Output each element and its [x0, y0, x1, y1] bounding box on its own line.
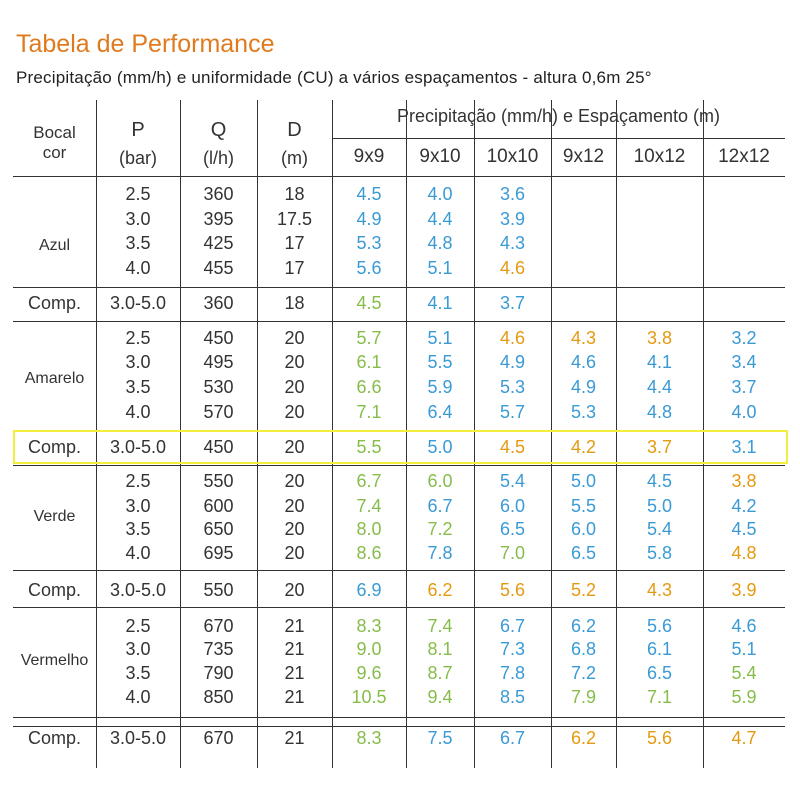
- precip-value: 5.8: [646, 543, 673, 563]
- comp-precip-value: 6.2: [570, 728, 597, 748]
- precip-value: 5.3: [499, 377, 526, 397]
- comp-label: Comp.: [27, 728, 81, 748]
- flow-value: 650: [203, 519, 234, 539]
- precip-value: 4.5: [646, 471, 673, 491]
- flow-value: 550: [203, 471, 234, 491]
- precip-value: 10.5: [351, 687, 387, 707]
- pressure-value: 2.5: [125, 328, 151, 348]
- row-divider: [13, 287, 785, 288]
- header-divider: [332, 138, 785, 139]
- comp-precip-value: 3.7: [499, 293, 526, 313]
- comp-label: Comp.: [27, 437, 81, 457]
- flow-value: 495: [203, 352, 234, 372]
- pressure-value: 2.5: [125, 616, 151, 636]
- precip-value: 4.5: [356, 184, 382, 204]
- comp-diameter: 21: [284, 728, 305, 748]
- precip-value: 8.6: [356, 543, 382, 563]
- precip-value: 4.2: [731, 496, 757, 516]
- row-divider: [13, 607, 785, 608]
- diameter-value: 21: [284, 639, 305, 659]
- precip-value: 6.2: [570, 616, 597, 636]
- precip-value: 6.5: [499, 519, 526, 539]
- diameter-value: 17.5: [276, 209, 313, 229]
- precip-value: 7.8: [427, 543, 453, 563]
- precip-value: 4.6: [570, 352, 597, 372]
- header-p: P: [131, 119, 145, 141]
- diameter-value: 17: [284, 258, 305, 278]
- precip-value: 9.6: [356, 663, 382, 683]
- precip-value: 7.3: [499, 639, 526, 659]
- flow-value: 670: [203, 616, 234, 636]
- precip-value: 4.0: [731, 402, 757, 422]
- precip-value: 6.8: [570, 639, 597, 659]
- precip-value: 5.7: [356, 328, 382, 348]
- precip-value: 5.5: [570, 496, 597, 516]
- comp-precip-value: 4.5: [356, 293, 382, 313]
- precip-value: 6.1: [646, 639, 673, 659]
- precip-value: 8.3: [356, 616, 382, 636]
- header-precip-group: Precipitação (mm/h) e Espaçamento (m): [396, 106, 721, 126]
- comp-label: Comp.: [27, 580, 81, 600]
- precip-value: 8.1: [427, 639, 453, 659]
- precip-value: 3.8: [646, 328, 673, 348]
- precip-value: 5.3: [356, 233, 382, 253]
- precip-value: 3.7: [731, 377, 757, 397]
- comp-precip-value: 4.3: [646, 580, 673, 600]
- flow-value: 450: [203, 328, 234, 348]
- comp-flow: 450: [203, 437, 234, 457]
- precip-value: 4.9: [570, 377, 597, 397]
- header-q: Q: [210, 119, 227, 141]
- precip-value: 7.0: [499, 543, 526, 563]
- comp-diameter: 20: [284, 437, 305, 457]
- header-spacing-9x9: 9x9: [353, 146, 385, 167]
- precip-value: 5.3: [570, 402, 597, 422]
- precip-value: 6.5: [570, 543, 597, 563]
- flow-value: 360: [203, 184, 234, 204]
- pressure-value: 4.0: [125, 687, 151, 707]
- pressure-value: 2.5: [125, 471, 151, 491]
- precip-value: 9.4: [427, 687, 453, 707]
- comp-precip-value: 3.7: [646, 437, 673, 457]
- comp-diameter: 20: [284, 580, 305, 600]
- precip-value: 6.0: [570, 519, 597, 539]
- flow-value: 455: [203, 258, 234, 278]
- diameter-value: 17: [284, 233, 305, 253]
- precip-value: 4.6: [731, 616, 757, 636]
- precip-value: 6.7: [356, 471, 382, 491]
- precip-value: 7.4: [356, 496, 382, 516]
- precip-value: 6.1: [356, 352, 382, 372]
- comp-pressure: 3.0-5.0: [109, 580, 167, 600]
- precip-value: 5.5: [427, 352, 453, 372]
- precip-value: 5.7: [499, 402, 526, 422]
- comp-precip-value: 6.7: [499, 728, 526, 748]
- row-divider: [13, 717, 785, 718]
- comp-precip-value: 3.1: [731, 437, 757, 457]
- precip-value: 3.4: [731, 352, 757, 372]
- precip-value: 7.2: [427, 519, 453, 539]
- precip-value: 5.0: [570, 471, 597, 491]
- precip-value: 5.1: [427, 258, 453, 278]
- header-spacing-12x12: 12x12: [718, 146, 770, 167]
- precip-value: 4.6: [499, 328, 526, 348]
- flow-value: 735: [203, 639, 234, 659]
- pressure-value: 3.0: [125, 352, 151, 372]
- precip-value: 7.1: [356, 402, 382, 422]
- precip-value: 4.3: [499, 233, 526, 253]
- precip-value: 7.8: [499, 663, 526, 683]
- precip-value: 4.3: [570, 328, 597, 348]
- flow-value: 570: [203, 402, 234, 422]
- pressure-value: 3.5: [125, 233, 151, 253]
- precip-value: 5.1: [427, 328, 453, 348]
- comp-precip-value: 5.0: [427, 437, 453, 457]
- precip-value: 7.4: [427, 616, 453, 636]
- precip-value: 4.1: [646, 352, 673, 372]
- header-bocal: Bocal: [33, 123, 76, 142]
- comp-pressure: 3.0-5.0: [109, 293, 167, 313]
- diameter-value: 20: [284, 496, 305, 516]
- precip-value: 6.7: [427, 496, 453, 516]
- bocal-name-vermelho: Vermelho: [20, 652, 89, 669]
- diameter-value: 20: [284, 471, 305, 491]
- flow-value: 395: [203, 209, 234, 229]
- comp-pressure: 3.0-5.0: [109, 728, 167, 748]
- header-d-unit: (m): [281, 148, 308, 168]
- pressure-value: 4.0: [125, 402, 151, 422]
- precip-value: 5.9: [427, 377, 453, 397]
- header-spacing-10x10: 10x10: [486, 146, 539, 167]
- precip-value: 3.9: [499, 209, 526, 229]
- precip-value: 6.6: [356, 377, 382, 397]
- precip-value: 6.5: [646, 663, 673, 683]
- bocal-name-amarelo: Amarelo: [24, 370, 85, 387]
- precip-value: 6.0: [499, 496, 526, 516]
- precip-value: 5.0: [646, 496, 673, 516]
- precip-value: 4.8: [731, 543, 757, 563]
- precip-value: 7.9: [570, 687, 597, 707]
- precip-value: 7.2: [570, 663, 597, 683]
- diameter-value: 18: [284, 184, 305, 204]
- diameter-value: 20: [284, 402, 305, 422]
- precip-value: 8.0: [356, 519, 382, 539]
- precip-value: 6.0: [427, 471, 453, 491]
- row-divider: [13, 465, 785, 466]
- header-d: D: [287, 119, 302, 141]
- flow-value: 425: [203, 233, 234, 253]
- comp-precip-value: 4.5: [499, 437, 526, 457]
- pressure-value: 3.0: [125, 209, 151, 229]
- comp-pressure: 3.0-5.0: [109, 437, 167, 457]
- comp-precip-value: 6.9: [356, 580, 382, 600]
- comp-flow: 550: [203, 580, 234, 600]
- precip-value: 5.4: [646, 519, 673, 539]
- header-cor: cor: [42, 143, 67, 162]
- precip-value: 3.2: [731, 328, 757, 348]
- precip-value: 4.4: [646, 377, 673, 397]
- pressure-value: 3.5: [125, 377, 151, 397]
- precip-value: 5.1: [731, 639, 757, 659]
- comp-precip-value: 4.2: [570, 437, 597, 457]
- header-spacing-9x12: 9x12: [562, 146, 605, 167]
- page-subtitle: Precipitação (mm/h) e uniformidade (CU) a vários espaçamentos - altura 0,6m 25°: [16, 68, 652, 87]
- flow-value: 530: [203, 377, 234, 397]
- flow-value: 600: [203, 496, 234, 516]
- row-divider: [13, 176, 785, 177]
- comp-precip-value: 5.2: [570, 580, 597, 600]
- comp-flow: 360: [203, 293, 234, 313]
- bocal-name-azul: Azul: [38, 237, 71, 254]
- precip-value: 4.5: [731, 519, 757, 539]
- precip-value: 4.8: [646, 402, 673, 422]
- comp-diameter: 18: [284, 293, 305, 313]
- comp-precip-value: 7.5: [427, 728, 453, 748]
- precip-value: 6.4: [427, 402, 453, 422]
- comp-precip-value: 3.9: [731, 580, 757, 600]
- header-spacing-10x12: 10x12: [633, 146, 686, 167]
- diameter-value: 20: [284, 328, 305, 348]
- precip-value: 7.1: [646, 687, 673, 707]
- precip-value: 5.4: [499, 471, 526, 491]
- comp-precip-value: 5.6: [646, 728, 673, 748]
- precip-value: 6.7: [499, 616, 526, 636]
- comp-precip-value: 6.2: [427, 580, 453, 600]
- comp-flow: 670: [203, 728, 234, 748]
- page-title: Tabela de Performance: [16, 30, 275, 58]
- precip-value: 4.4: [427, 209, 453, 229]
- pressure-value: 3.0: [125, 496, 151, 516]
- diameter-value: 20: [284, 519, 305, 539]
- header-p-unit: (bar): [118, 148, 157, 168]
- diameter-value: 21: [284, 663, 305, 683]
- precip-value: 4.9: [356, 209, 382, 229]
- precip-value: 3.8: [731, 471, 757, 491]
- pressure-value: 4.0: [125, 543, 151, 563]
- row-divider: [13, 321, 785, 322]
- precip-value: 3.6: [499, 184, 526, 204]
- precip-value: 4.9: [499, 352, 526, 372]
- comp-label: Comp.: [27, 293, 81, 313]
- pressure-value: 3.5: [125, 519, 151, 539]
- precip-value: 5.4: [731, 663, 757, 683]
- comp-precip-value: 4.1: [427, 293, 453, 313]
- comp-precip-value: 8.3: [356, 728, 382, 748]
- flow-value: 695: [203, 543, 234, 563]
- flow-value: 850: [203, 687, 234, 707]
- precip-value: 4.0: [427, 184, 453, 204]
- diameter-value: 20: [284, 352, 305, 372]
- pressure-value: 4.0: [125, 258, 151, 278]
- pressure-value: 3.0: [125, 639, 151, 659]
- precip-value: 5.6: [356, 258, 382, 278]
- header-spacing-9x10: 9x10: [419, 146, 461, 167]
- precip-value: 4.8: [427, 233, 453, 253]
- precip-value: 8.7: [427, 663, 453, 683]
- comp-precip-value: 5.6: [499, 580, 526, 600]
- flow-value: 790: [203, 663, 234, 683]
- header-q-unit: (l/h): [203, 148, 234, 168]
- precip-value: 5.9: [731, 687, 757, 707]
- pressure-value: 2.5: [125, 184, 151, 204]
- diameter-value: 21: [284, 687, 305, 707]
- highlight-box: [13, 430, 788, 464]
- precip-value: 4.6: [499, 258, 526, 278]
- diameter-value: 20: [284, 543, 305, 563]
- diameter-value: 20: [284, 377, 305, 397]
- precip-value: 9.0: [356, 639, 382, 659]
- precip-value: 8.5: [499, 687, 526, 707]
- precip-value: 5.6: [646, 616, 673, 636]
- bocal-name-verde: Verde: [33, 508, 76, 525]
- row-divider: [13, 570, 785, 571]
- diameter-value: 21: [284, 616, 305, 636]
- comp-precip-value: 5.5: [356, 437, 382, 457]
- pressure-value: 3.5: [125, 663, 151, 683]
- comp-precip-value: 4.7: [731, 728, 757, 748]
